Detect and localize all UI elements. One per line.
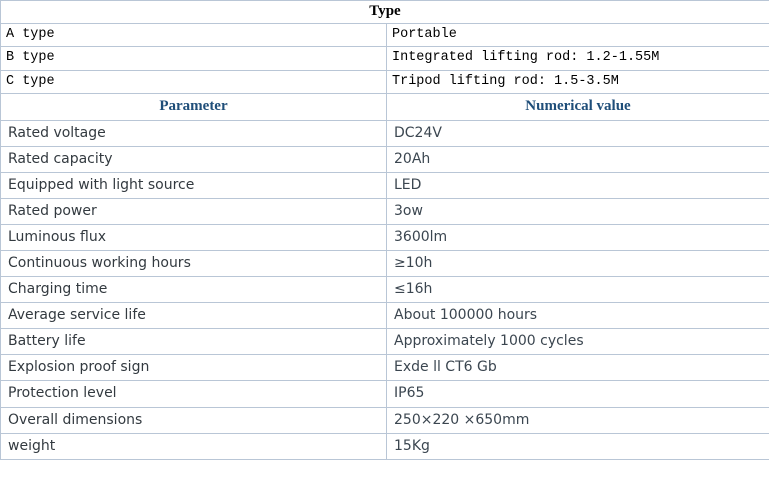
parameter-cell	[1, 277, 387, 303]
parameter-value: ≥10h	[394, 255, 433, 272]
parameter-cell	[1, 120, 387, 146]
value-header-label: Numerical value	[525, 98, 631, 115]
value-cell	[387, 433, 769, 459]
value-cell	[387, 407, 769, 433]
table-row	[1, 381, 769, 407]
table-row	[1, 172, 769, 198]
table-row	[1, 120, 769, 146]
type-value-cell	[387, 23, 769, 47]
parameter-label: Explosion proof sign	[8, 359, 150, 376]
parameter-cell	[1, 303, 387, 329]
value-cell	[387, 303, 769, 329]
parameter-cell	[1, 407, 387, 433]
parameter-value: 15Kg	[394, 437, 430, 454]
table-row	[1, 277, 769, 303]
parameter-label: Charging time	[8, 281, 108, 298]
parameter-cell	[1, 224, 387, 250]
table-row	[1, 329, 769, 355]
table-row-type-header	[1, 1, 769, 24]
parameter-header-cell	[1, 94, 387, 121]
value-cell	[387, 146, 769, 172]
parameter-value: 20Ah	[394, 150, 431, 167]
table-row	[1, 407, 769, 433]
parameter-label: Average service life	[8, 307, 146, 324]
parameter-cell	[1, 146, 387, 172]
parameter-cell	[1, 355, 387, 381]
parameter-value: DC24V	[394, 124, 442, 141]
table-row	[1, 303, 769, 329]
parameter-cell	[1, 198, 387, 224]
parameter-label: Continuous working hours	[8, 255, 191, 272]
type-label-cell	[1, 70, 387, 94]
type-header-cell	[1, 1, 769, 24]
parameter-label: Protection level	[8, 385, 117, 402]
parameter-value: Approximately 1000 cycles	[394, 333, 584, 350]
type-value: Tripod lifting rod: 1.5-3.5M	[392, 73, 619, 89]
parameter-label: weight	[8, 437, 56, 454]
table-row	[1, 355, 769, 381]
parameter-value: 3600lm	[394, 228, 448, 245]
type-value-cell	[387, 47, 769, 71]
type-value: Portable	[392, 26, 457, 42]
parameter-value: ≤16h	[394, 281, 433, 298]
table-row	[1, 146, 769, 172]
parameter-value: About 100000 hours	[394, 307, 538, 324]
type-value-cell	[387, 70, 769, 94]
type-label-cell	[1, 23, 387, 47]
value-cell	[387, 355, 769, 381]
value-header-cell	[387, 94, 769, 121]
parameter-value: 250×220 ×650mm	[394, 411, 530, 428]
parameter-value: 3ow	[394, 202, 423, 219]
parameter-cell	[1, 172, 387, 198]
parameter-value: LED	[394, 176, 422, 193]
parameter-value: IP65	[394, 385, 425, 402]
parameter-cell	[1, 251, 387, 277]
table-row	[1, 433, 769, 459]
parameter-cell	[1, 433, 387, 459]
parameter-label: Rated capacity	[8, 150, 113, 167]
table-row	[1, 47, 769, 71]
parameter-cell	[1, 381, 387, 407]
value-cell	[387, 251, 769, 277]
table-row	[1, 251, 769, 277]
parameter-cell	[1, 329, 387, 355]
type-label: C type	[6, 73, 55, 89]
type-label: B type	[6, 50, 55, 66]
type-value: Integrated lifting rod: 1.2-1.55M	[392, 50, 660, 66]
value-cell	[387, 329, 769, 355]
table-row	[1, 224, 769, 250]
type-label: A type	[6, 26, 55, 42]
value-cell	[387, 224, 769, 250]
table-row-column-headers	[1, 94, 769, 121]
value-cell	[387, 381, 769, 407]
type-header-label: Type	[369, 3, 401, 19]
parameter-header-label: Parameter	[159, 98, 228, 115]
parameter-value: Exde ll CT6 Gb	[394, 359, 497, 376]
parameter-label: Overall dimensions	[8, 411, 143, 428]
parameter-label: Rated power	[8, 202, 97, 219]
parameter-label: Equipped with light source	[8, 176, 195, 193]
value-cell	[387, 277, 769, 303]
parameter-label: Battery life	[8, 333, 86, 350]
value-cell	[387, 172, 769, 198]
value-cell	[387, 120, 769, 146]
parameter-label: Luminous flux	[8, 228, 106, 245]
table-row	[1, 23, 769, 47]
type-label-cell	[1, 47, 387, 71]
table-row	[1, 70, 769, 94]
value-cell	[387, 198, 769, 224]
parameter-label: Rated voltage	[8, 124, 106, 141]
table-row	[1, 198, 769, 224]
